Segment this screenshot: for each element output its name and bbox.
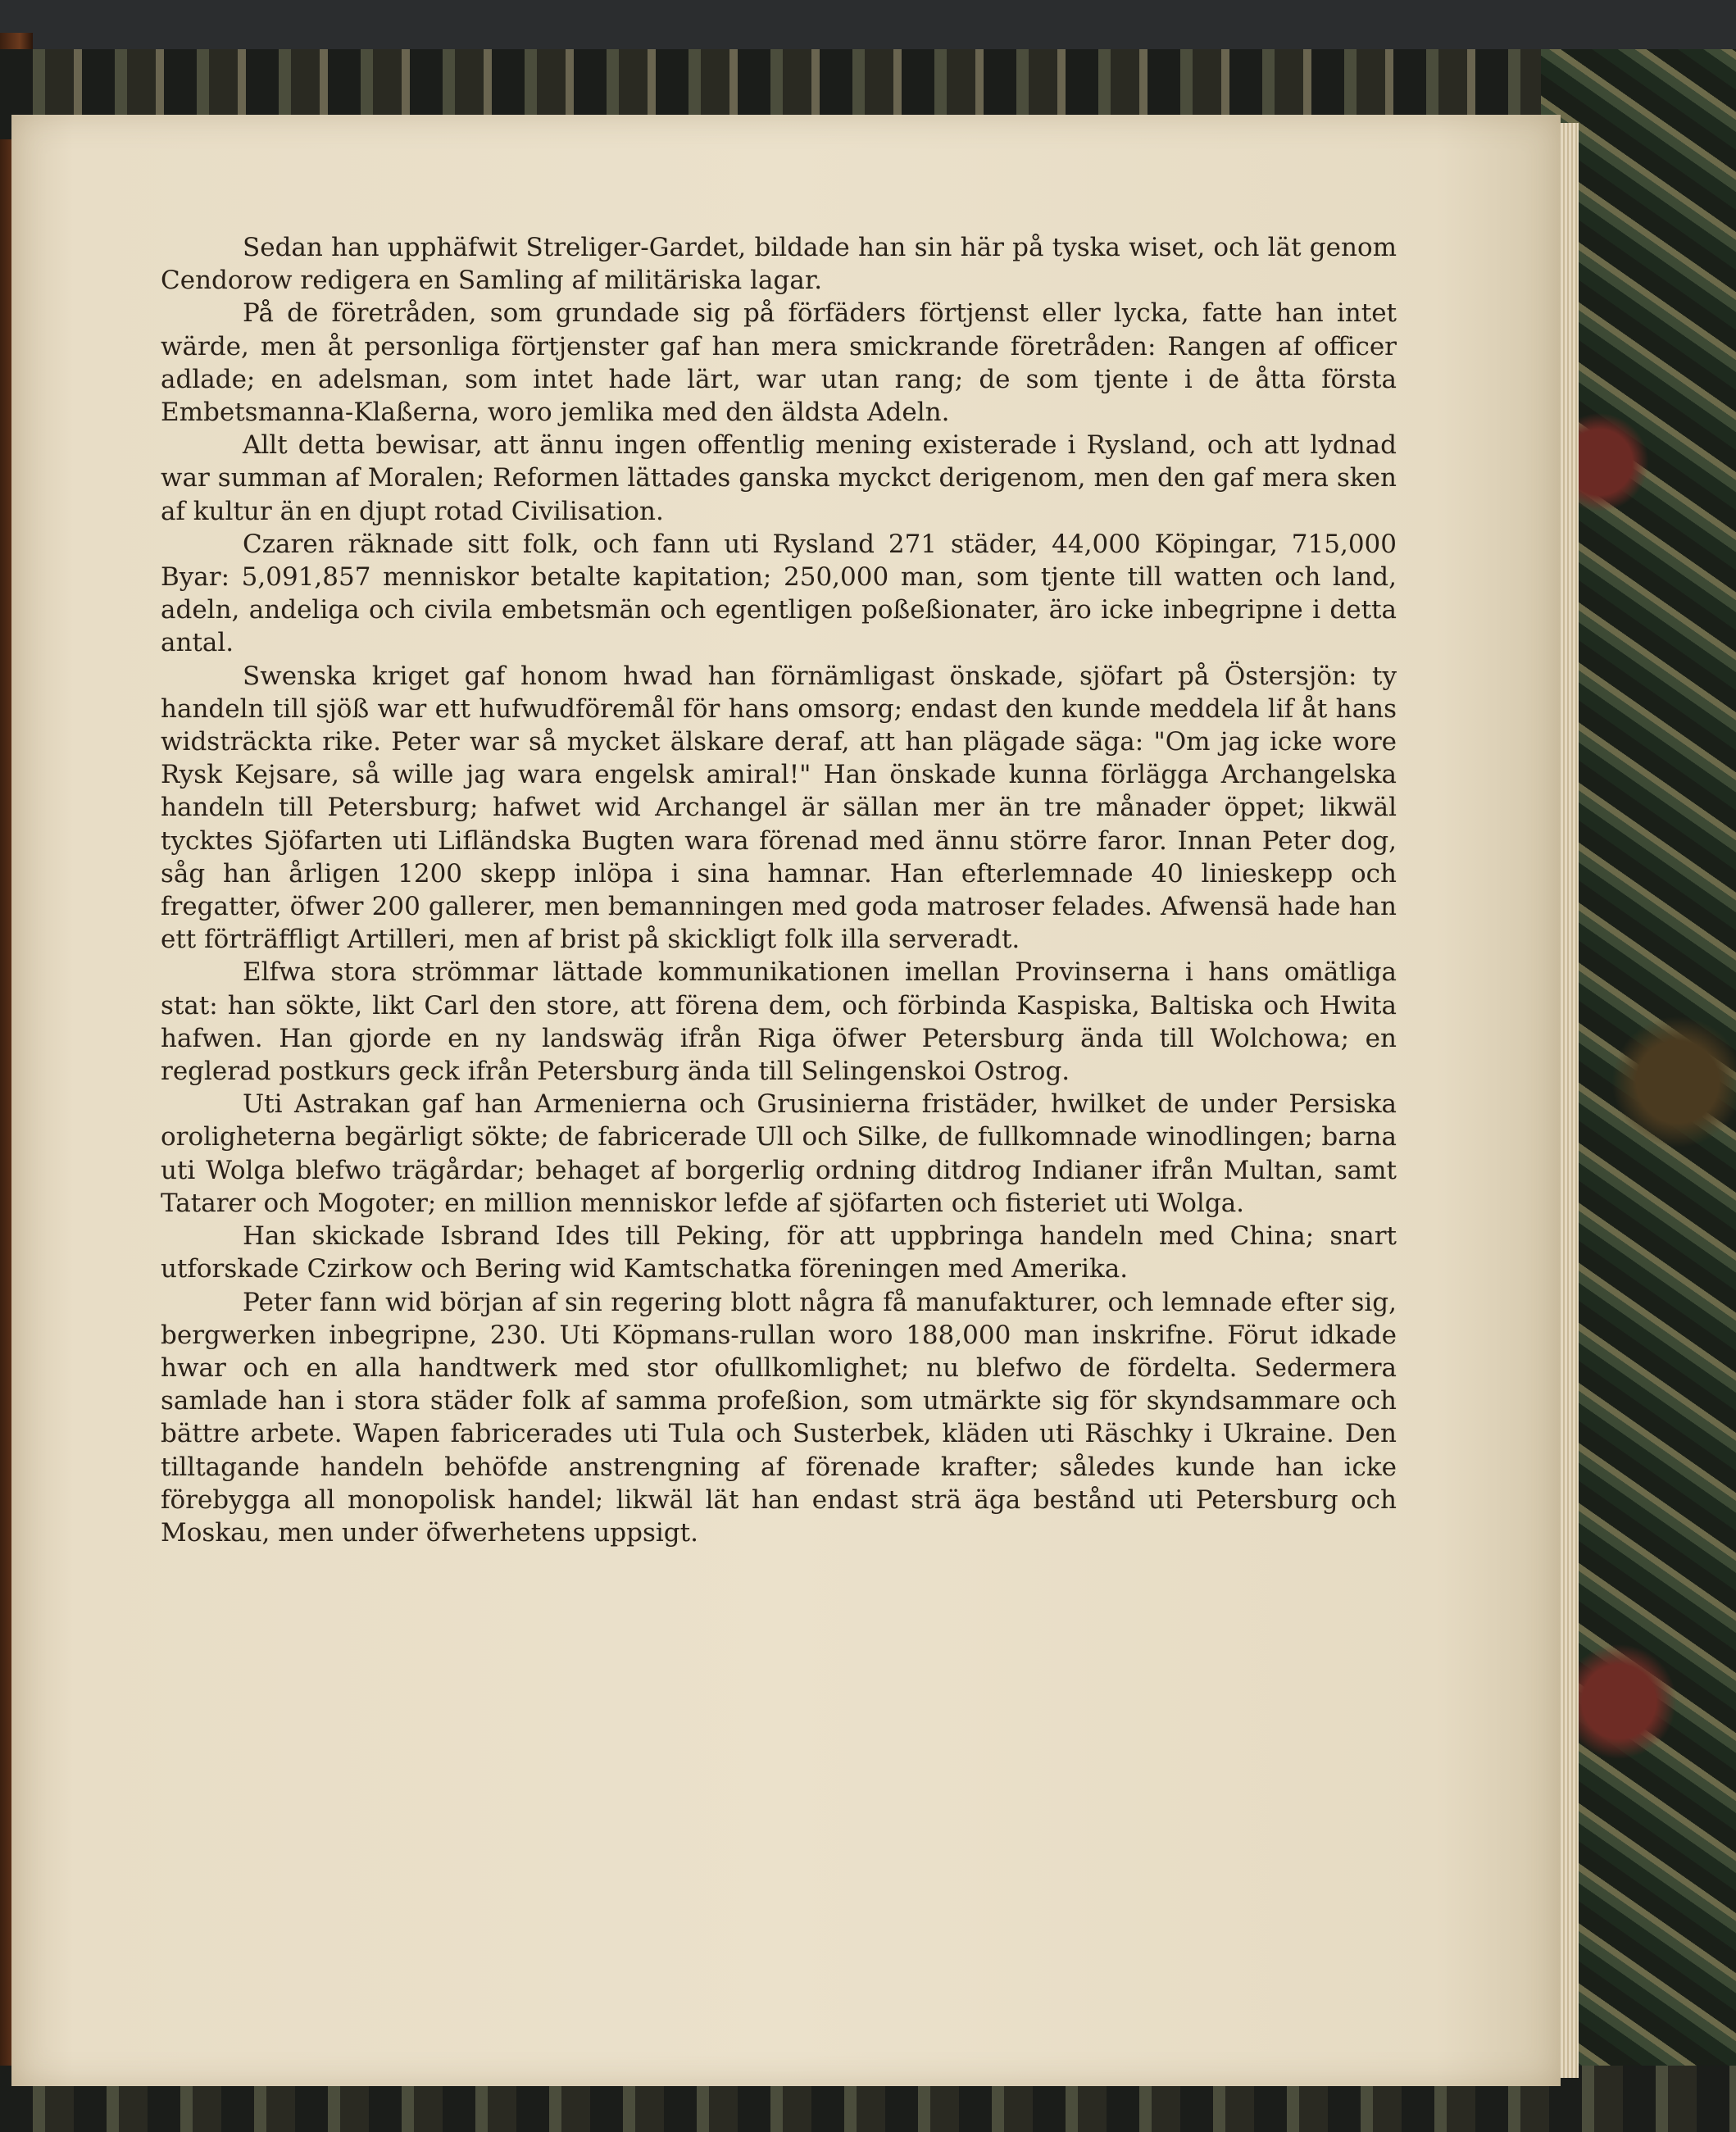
paragraph: Elfwa stora strömmar lättade kommunikationen imellan Provinserna i hans omätliga stat: han sökte, likt Carl den store, att förena dem, och förbinda Kaspiska, Baltiska och Hwita hafwen. Han gjorde en ny landswäg ifrån Riga öfwer Petersburg ända till Wolchowa; en reglerad postkurs geck ifrån Petersburg ända till Selingenskoi Ostrog. xyxy=(161,957,1397,1087)
page-edges xyxy=(1561,123,1579,2078)
paragraph: Allt detta bewisar, att ännu ingen offentlig mening existerade i Rysland, och att lydnad war summan af Moralen; Reformen lättades ganska myckct derigenom, men den gaf mera sken af kultur än en djupt rotad Civilisation. xyxy=(161,430,1397,526)
paragraph: Uti Astrakan gaf han Armenierna och Grusinierna fristäder, hwilket de under Persiska oroligheterna begärligt sökte; de fabricerade Ull och Silke, de fullkomnade winodlingen; barna uti Wolga blefwo trägårdar; behaget af borgerlig ordning ditdrog Indianer ifrån Multan, samt Tatarer och Mogoter; en million menniskor lefde af sjöfarten och fisteriet uti Wolga. xyxy=(161,1089,1397,1218)
page-text xyxy=(161,231,1397,1549)
paragraph: Czaren räknade sitt folk, och fann uti Rysland 271 städer, 44,000 Köpingar, 715,000 Byar: 5,091,857 menniskor betalte kapitation; 250,000 man, som tjente till watten och land, adeln, andeliga och civila embetsmän och egentligen poßeßionater, äro icke inbegripne i detta antal. xyxy=(161,529,1397,658)
paragraph: Peter fann wid början af sin regering blott några få manufakturer, och lemnade efter sig, bergwerken inbegripne, 230. Uti Köpmans-rullan woro 188,000 man inskrifne. Förut idkade hwar och en alla handtwerk med stor ofullkomlighet; nu blefwo de fördelta. Sedermera samlade han i stora städer folk af samma profeßion, som utmärkte sig för skyndsammare och bättre arbete. Wapen fabricerades uti Tula och Susterbek, kläden uti Räschky i Ukraine. Den tilltagande handeln behöfde anstrengning af förenade krafter; således kunde han icke förebygga all monopolisk handel; likwäl lät han endast strä äga bestånd uti Petersburg och Moskau, men under öfwerhetens uppsigt. xyxy=(161,1287,1397,1548)
paragraph: Sedan han upphäfwit Streliger-Gardet, bildade han sin här på tyska wiset, och lät genom Cendorow redigera en Samling af militäriska lagar. xyxy=(161,233,1397,296)
paragraph: Han skickade Isbrand Ides till Peking, för att uppbringa handeln med China; snart utforskade Czirkow och Bering wid Kamtschatka föreningen med Amerika. xyxy=(161,1221,1397,1284)
paragraph: På de företråden, som grundade sig på förfäders förtjenst eller lycka, fatte han intet wärde, men åt personliga förtjenster gaf han mera smickrande företråden: Rangen af officer adlade; en adelsman, som intet hade lärt, war utan rang; de som tjente i de åtta första Embetsmanna-Klaßerna, woro jemlika med den äldsta Adeln. xyxy=(161,298,1397,428)
paragraph: Swenska kriget gaf honom hwad han förnämligast önskade, sjöfart på Östersjön: ty handeln till sjöß war ett hufwudföremål för hans omsorg; endast den kunde meddela lif åt hans widsträckta rike. Peter war så mycket älskare deraf, att han plägade säga: "Om jag icke wore Rysk Kejsare, så wille jag wara engelsk amiral!" Han önskade kunna förlägga Archangelska handeln till Petersburg; hafwet wid Archangel är sällan mer än tre månader öppet; likwäl tycktes Sjöfarten uti Lifländska Bugten wara förenad med ännu större faror. Innan Peter dog, såg han årligen 1200 skepp inlöpa i sina hamnar. Han efterlemnade 40 linieskepp och fregatter, öfwer 200 gallerer, men bemanningen med goda matroser felades. Afwensä hade han ett förträffligt Artilleri, men af brist på skickligt folk illa serveradt. xyxy=(161,661,1397,955)
